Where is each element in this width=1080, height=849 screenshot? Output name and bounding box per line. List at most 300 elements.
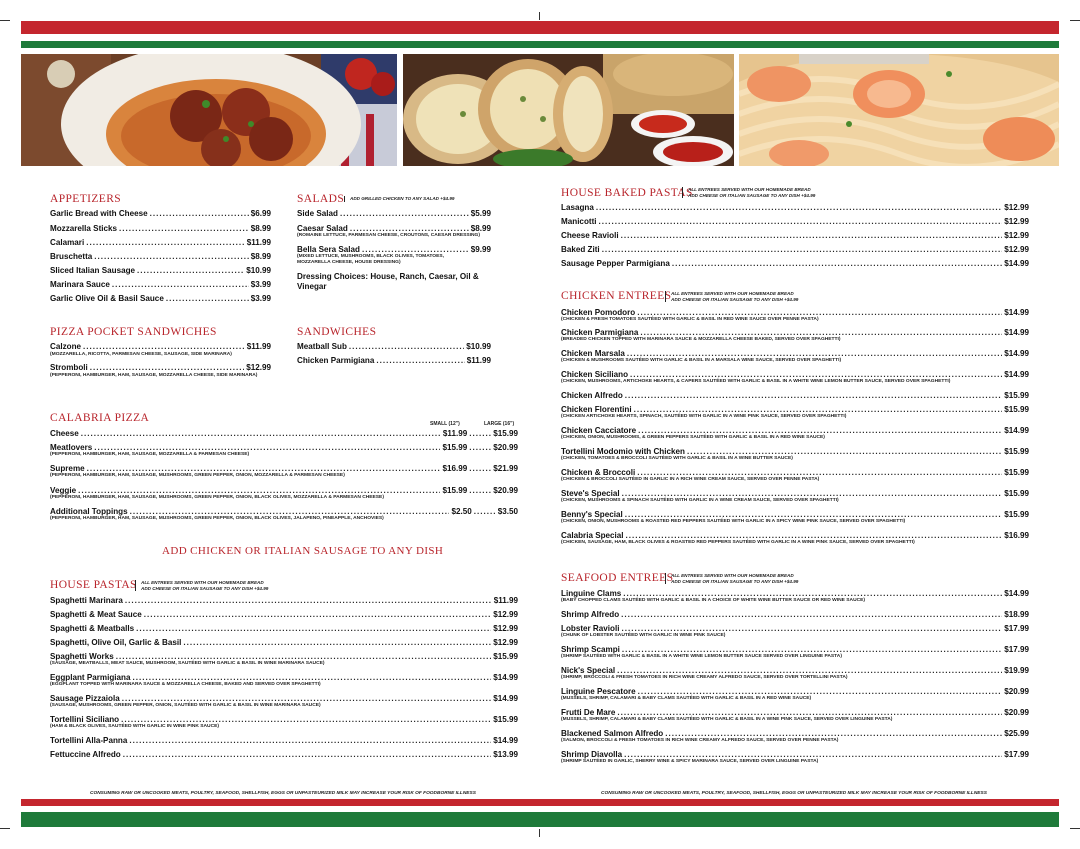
item-price: $12.99 (493, 638, 518, 647)
small-price: $2.50 (451, 507, 472, 516)
item-description: (EGGPLANT TOPPED WITH MARINARA SAUCE & MOZZARELLA CHEESE, BAKED AND SERVED OVER SPAGHETTI) (50, 682, 321, 687)
small-size-header: SMALL (12") (430, 421, 460, 427)
footer-disclaimer-right: CONSUMING RAW OR UNCOOKED MEATS, POULTRY, SEAFOOD, SHELLFISH, EGGS OR UNPASTEURIZED MILK MAY INCREASE YOUR RISK OF FOODBORNE ILLNESS (601, 791, 987, 796)
leader-dots (136, 624, 491, 633)
menu-item (297, 245, 491, 254)
item-price: $15.99 (1004, 447, 1029, 456)
menu-item (50, 715, 518, 724)
item-price: $20.99 (1004, 687, 1029, 696)
menu-item (50, 596, 518, 605)
leader-dots (83, 342, 245, 351)
leader-dots (144, 610, 491, 619)
leader-dots (621, 624, 1002, 633)
menu-item (561, 687, 1029, 696)
leader-dots (617, 666, 1002, 675)
item-description: (SHRIMP SAUTÉED WITH GARLIC & BASIL IN A WHITE WINE LEMON BUTTER SAUCE SERVED OVER LINGUINE PASTA) (561, 654, 842, 659)
item-description: (MUSSELS, SHRIMP, CALAMARI & BABY CLAMS SAUTÉED WITH GARLIC & BASIL IN A WINE PINK SAUCE, SERVED OVER LINGUINE PASTA) (561, 717, 893, 722)
leader-dots (596, 203, 1002, 212)
item-price: $12.99 (493, 610, 518, 619)
menu-item (561, 426, 1029, 435)
menu-item (561, 468, 1029, 477)
item-price: $20.99 (1004, 708, 1029, 717)
item-name: Garlic Bread with Cheese (50, 209, 148, 218)
leader-dots (116, 652, 492, 661)
item-description: (PEPPERONI, HAMBURGER, HAM, SAUSAGE, MOZZARELLA & PARMESAN CHEESE) (50, 452, 250, 457)
leader-dots (150, 209, 249, 218)
large-size-header: LARGE (16") (484, 421, 515, 427)
item-name: Linguine Clams (561, 589, 622, 598)
leader-dots (474, 507, 496, 516)
item-price: $8.99 (250, 252, 271, 261)
menu-item (297, 342, 491, 351)
item-name: Sausage Pizzaiola (50, 694, 120, 703)
item-description: (BABY CHOPPED CLAMS SAUTÉED WITH GARLIC & BASIL IN A CHOICE OF WHITE WINE BUTTER SAUCE OR RED WINE SAUCE) (561, 598, 866, 603)
menu-item (561, 231, 1029, 240)
menu-item (50, 342, 271, 351)
item-name: Chicken Parmigiana (561, 328, 639, 337)
item-name: Meatlovers (50, 443, 93, 452)
leader-dots (166, 294, 249, 303)
item-description: (MOZZARELLA, RICOTTA, PARMESAN CHEESE, SAUSAGE, SIDE MARINARA) (50, 352, 232, 357)
leader-dots (630, 370, 1002, 379)
item-price: $8.99 (470, 224, 491, 233)
item-name: Sausage Pepper Parmigiana (561, 259, 670, 268)
menu-item (561, 259, 1029, 268)
spaghetti-meatballs-photo (21, 54, 397, 166)
item-name: Baked Ziti (561, 245, 600, 254)
small-price: $15.99 (442, 486, 468, 495)
bottom-green-stripe (21, 812, 1059, 827)
item-name: Chicken Cacciatore (561, 426, 637, 435)
menu-item (561, 447, 1029, 456)
item-price: $12.99 (1004, 245, 1029, 254)
house-baked-title: HOUSE BAKED PASTAS (561, 187, 693, 199)
menu-item (561, 391, 1029, 400)
item-price: $9.99 (470, 245, 491, 254)
large-price: $3.50 (497, 507, 518, 516)
leader-dots (640, 328, 1002, 337)
item-name: Benny's Special (561, 510, 623, 519)
leader-dots (125, 596, 492, 605)
leader-dots (94, 443, 440, 452)
leader-dots (376, 356, 464, 365)
menu-item (561, 708, 1029, 717)
leader-dots (672, 259, 1002, 268)
item-description: (SALMON, BROCCOLI & FRESH TOMATOES IN RICH WINE CREAMY ALFREDO SAUCE, SERVED OVER PENNE PASTA) (561, 738, 839, 743)
item-price: $3.99 (250, 294, 271, 303)
item-name: Chicken Pomodoro (561, 308, 636, 317)
bottom-red-stripe (21, 799, 1059, 806)
item-price: $19.99 (1004, 666, 1029, 675)
item-name: Lasagna (561, 203, 594, 212)
item-name: Chicken Siciliano (561, 370, 629, 379)
item-name: Shrimp Diavolla (561, 750, 623, 759)
leader-dots (362, 245, 469, 254)
crop-mark (0, 828, 10, 829)
item-name: Additional Toppings (50, 507, 128, 516)
chicken-note (665, 291, 798, 302)
leader-dots (469, 486, 491, 495)
item-price: $16.99 (1004, 531, 1029, 540)
item-price: $14.99 (493, 673, 518, 682)
leader-dots (121, 715, 491, 724)
menu-item (50, 624, 518, 633)
item-price: $12.99 (493, 624, 518, 633)
menu-item (561, 645, 1029, 654)
item-description: (CHICKEN, TOMATOES & BROCCOLI SAUTÉED WITH GARLIC & BASIL IN A WINE BUTTER SAUCE) (561, 456, 793, 461)
note-line: ADD CHEESE OR ITALIAN SAUSAGE TO ANY DISH +$4.99 (671, 578, 799, 584)
leader-dots (623, 589, 1002, 598)
item-name: Frutti De Mare (561, 708, 616, 717)
top-red-stripe (21, 21, 1059, 34)
item-name: Linguine Pescatore (561, 687, 636, 696)
leader-dots (112, 280, 249, 289)
item-name: Cheese (50, 429, 79, 438)
leader-dots (123, 750, 491, 759)
item-description: (CHUNK OF LOBSTER SAUTÉED WITH GARLIC IN WINE PINK SAUCE) (561, 633, 726, 638)
menu-item (297, 356, 491, 365)
item-price: $15.99 (1004, 489, 1029, 498)
menu-item (50, 652, 518, 661)
item-name: Supreme (50, 464, 85, 473)
leader-dots (665, 729, 1002, 738)
item-description: (PEPPERONI, HAMBURGER, HAM, SAUSAGE, MOZZARELLA CHEESE, SIDE MARINARA) (50, 373, 258, 378)
item-name: Chicken Marsala (561, 349, 625, 358)
crop-mark (539, 829, 540, 837)
leader-dots (137, 266, 244, 275)
leader-dots (602, 245, 1003, 254)
item-price: $3.99 (250, 280, 271, 289)
leader-dots (638, 687, 1003, 696)
note-line: ADD CHEESE OR ITALIAN SAUSAGE TO ANY DISH +$4.99 (141, 585, 269, 591)
item-price: $10.99 (246, 266, 271, 275)
item-name: Veggie (50, 486, 77, 495)
menu-item (50, 363, 271, 372)
item-description: (PEPPERONI, HAMBURGER, HAM, SAUSAGE, MUSHROOMS, GREEN PEPPER, ONION, BLACK OLIVES, JALAPENO, PINEAPPLE, ANCHOVIES) (50, 516, 384, 521)
menu-item (50, 638, 518, 647)
note-line: ADD CHEESE OR ITALIAN SAUSAGE TO ANY DISH +$4.99 (688, 192, 816, 198)
calabria-pizza-title: CALABRIA PIZZA (50, 412, 150, 424)
menu-item (561, 217, 1029, 226)
item-description: (CHICKEN, ONION, MUSHROOMS, & GREEN PEPPERS SAUTÉED WITH GARLIC & BASIL IN A RED WINE SAUCE) (561, 435, 825, 440)
item-price: $10.99 (466, 342, 491, 351)
leader-dots (94, 252, 248, 261)
item-price: $17.99 (1004, 645, 1029, 654)
item-name: Shrimp Scampi (561, 645, 620, 654)
item-name: Marinara Sauce (50, 280, 110, 289)
menu-item (297, 209, 491, 218)
menu-item (50, 252, 271, 261)
footer-disclaimer-left: CONSUMING RAW OR UNCOOKED MEATS, POULTRY, SEAFOOD, SHELLFISH, EGGS OR UNPASTEURIZED MILK MAY INCREASE YOUR RISK OF FOODBORNE ILLNESS (90, 791, 476, 796)
leader-dots (119, 224, 249, 233)
item-price: $13.99 (493, 750, 518, 759)
item-description: (BREADED CHICKEN TOPPED WITH MARINARA SAUCE & MOZZARELLA CHEESE BAKED, SERVED OVER SPAGHETTI) (561, 337, 841, 342)
item-name: Shrimp Alfredo (561, 610, 620, 619)
menu-item (50, 694, 518, 703)
item-name: Lobster Ravioli (561, 624, 620, 633)
item-price: $6.99 (250, 209, 271, 218)
item-description: (MIXED LETTUCE, MUSHROOMS, BLACK OLIVES, TOMATOES, (297, 254, 444, 259)
item-price: $12.99 (246, 363, 271, 372)
menu-item (561, 750, 1029, 759)
appetizers-title: APPETIZERS (50, 193, 122, 205)
leader-dots (130, 507, 450, 516)
salads-title: SALADS (297, 193, 345, 205)
item-description: (PEPPERONI, HAMBURGER, HAM, SAUSAGE, MUSHROOMS, GREEN PEPPER, ONION, MOZZARELLA & PARMESAN CHEESE) (50, 473, 345, 478)
item-name: Spaghetti Works (50, 652, 114, 661)
pizza-row (50, 507, 518, 516)
menu-item (50, 224, 271, 233)
item-description: (CHICKEN, ONION, MUSHROOMS & ROASTED RED PEPPERS SAUTÉED WITH GARLIC IN A SPICY WINE PINK SAUCE, SERVED OVER SPAGHETTI) (561, 519, 906, 524)
menu-item (561, 245, 1029, 254)
item-description: (CHICKEN & MUSHROOMS SAUTÉED WITH GARLIC & BASIL IN A MARSALA WINE SAUCE, SERVED OVER SPAGHETTI) (561, 358, 842, 363)
leader-dots (627, 349, 1002, 358)
leader-dots (183, 638, 491, 647)
item-price: $14.99 (1004, 370, 1029, 379)
item-description: (CHICKEN, SAUSAGE, HAM, BLACK OLIVES & ROASTED RED PEPPERS SAUTÉED WITH GARLIC IN A WINE PINK SAUCE, SERVED OVER SPAGHETTI) (561, 540, 915, 545)
item-price: $14.99 (493, 736, 518, 745)
item-price: $15.99 (1004, 510, 1029, 519)
item-price: $17.99 (1004, 750, 1029, 759)
leader-dots (624, 750, 1002, 759)
menu-item (50, 209, 271, 218)
menu-item (561, 610, 1029, 619)
note-line: ADD CHEESE OR ITALIAN SAUSAGE TO ANY DISH +$4.99 (671, 296, 799, 302)
item-price: $15.99 (1004, 391, 1029, 400)
menu-item (50, 280, 271, 289)
menu-item (50, 238, 271, 247)
crop-mark (539, 12, 540, 20)
menu-item (561, 589, 1029, 598)
item-name: Spaghetti & Meat Sauce (50, 610, 142, 619)
leader-dots (622, 489, 1003, 498)
leader-dots (469, 429, 491, 438)
item-name: Calabria Special (561, 531, 624, 540)
leader-dots (349, 342, 464, 351)
item-name: Steve's Special (561, 489, 620, 498)
leader-dots (469, 443, 491, 452)
leader-dots (350, 224, 469, 233)
leader-dots (133, 673, 492, 682)
item-name: Garlic Olive Oil & Basil Sauce (50, 294, 164, 303)
item-description: (HAM & BLACK OLIVES, SAUTÉED WITH GARLIC IN WINE PINK SAUCE) (50, 724, 219, 729)
pizza-row (50, 464, 518, 473)
house-pastas-note (135, 580, 268, 591)
house-pastas-title: HOUSE PASTAS (50, 579, 137, 591)
item-name: Tortellini Modomio with Chicken (561, 447, 685, 456)
item-description: (SHRIMP SAUTÉED IN GARLIC, SHERRY WINE & SPICY MARINARA SAUCE, SERVED OVER LINGUINE PASTA) (561, 759, 819, 764)
crop-mark (1070, 20, 1080, 21)
leader-dots (687, 447, 1002, 456)
note-line: ALL ENTREES SERVED WITH OUR HOMEMADE BREAD (688, 187, 811, 192)
item-name: Caesar Salad (297, 224, 348, 233)
item-description: (CHICKEN & BROCCOLI SAUTÉED IN GARLIC IN A RICH WINE CREAM SAUCE, SERVED OVER PENNE PASTA) (561, 477, 820, 482)
item-price: $11.99 (493, 596, 518, 605)
item-description: MOZZARELLA CHEESE, HOUSE DRESSING) (297, 260, 401, 265)
shrimp-pasta-photo (739, 54, 1059, 166)
item-name: Nick's Special (561, 666, 616, 675)
item-name: Cheese Ravioli (561, 231, 619, 240)
leader-dots (634, 405, 1003, 414)
small-price: $11.99 (442, 429, 468, 438)
item-price: $12.99 (1004, 231, 1029, 240)
seafood-entrees-title: SEAFOOD ENTREES (561, 572, 674, 584)
menu-item (50, 610, 518, 619)
add-chicken-banner: ADD CHICKEN OR ITALIAN SAUSAGE TO ANY DISH (162, 545, 444, 557)
note-line: ALL ENTREES SERVED WITH OUR HOMEMADE BREAD (671, 291, 794, 296)
item-name: Calzone (50, 342, 82, 351)
menu-item (561, 531, 1029, 540)
leader-dots (625, 510, 1002, 519)
item-price: $18.99 (1004, 610, 1029, 619)
small-price: $15.99 (442, 443, 468, 452)
leader-dots (625, 391, 1002, 400)
leader-dots (129, 736, 491, 745)
large-price: $20.99 (493, 443, 518, 452)
item-name: Manicotti (561, 217, 597, 226)
leader-dots (81, 429, 441, 438)
leader-dots (622, 645, 1002, 654)
item-price: $17.99 (1004, 624, 1029, 633)
item-price: $11.99 (246, 238, 271, 247)
menu-item (50, 750, 518, 759)
item-price: $25.99 (1004, 729, 1029, 738)
item-price: $14.99 (1004, 328, 1029, 337)
item-name: Eggplant Parmigiana (50, 673, 131, 682)
menu-item (561, 370, 1029, 379)
leader-dots (90, 363, 244, 372)
item-price: $11.99 (246, 342, 271, 351)
item-price: $5.99 (470, 209, 491, 218)
item-name: Tortellini Siciliano (50, 715, 120, 724)
item-name: Blackened Salmon Alfredo (561, 729, 664, 738)
house-baked-note (682, 187, 815, 198)
item-name: Bella Sera Salad (297, 245, 360, 254)
menu-item (561, 510, 1029, 519)
note-line: ALL ENTREES SERVED WITH OUR HOMEMADE BREAD (671, 573, 794, 578)
item-description: (SAUSAGE, MEATBALLS, MEAT SAUCE, MUSHROOM, SAUTÉED WITH GARLIC & BASIL IN WINE MARINARA SAUCE) (50, 661, 325, 666)
pizza-row (50, 429, 518, 438)
item-price: $11.99 (466, 356, 491, 365)
item-name: Chicken & Broccoli (561, 468, 636, 477)
item-description: (SAUSAGE, MUSHROOMS, GREEN PEPPER, ONION, SAUTÉED WITH GARLIC & BASIL IN WINE MARINARA SAUCE) (50, 703, 321, 708)
seafood-note (665, 573, 798, 584)
item-price: $12.99 (1004, 203, 1029, 212)
item-name: Chicken Florentini (561, 405, 632, 414)
large-price: $21.99 (493, 464, 518, 473)
item-name: Chicken Alfredo (561, 391, 623, 400)
item-price: $14.99 (1004, 308, 1029, 317)
menu-item (297, 224, 491, 233)
top-green-stripe (21, 41, 1059, 48)
item-name: Spaghetti, Olive Oil, Garlic & Basil (50, 638, 182, 647)
leader-dots (469, 464, 491, 473)
leader-dots (86, 238, 244, 247)
leader-dots (637, 468, 1002, 477)
item-description: (MUSSELS, SHRIMP, CALAMARI & BABY CLAMS SAUTÉED WITH GARLIC & BASIL IN A RED WINE SAUCE) (561, 696, 812, 701)
pizza-pocket-title: PIZZA POCKET SANDWICHES (50, 326, 217, 338)
item-price: $15.99 (1004, 468, 1029, 477)
salads-note: ADD GRILLED CHICKEN TO ANY SALAD +$4.99 (344, 196, 454, 202)
menu-item (561, 405, 1029, 414)
pizza-row (50, 486, 518, 495)
large-price: $20.99 (493, 486, 518, 495)
item-description: (CHICKEN & FRESH TOMATOES SAUTÉED WITH GARLIC & BASIL IN RED WINE SAUCE OVER PENNE PASTA) (561, 317, 819, 322)
crop-mark (0, 20, 10, 21)
item-name: Calamari (50, 238, 85, 247)
item-price: $15.99 (1004, 405, 1029, 414)
item-price: $15.99 (493, 652, 518, 661)
item-description: (ROMAINE LETTUCE, PARMESAN CHEESE, CROUTONS, CAESAR DRESSING) (297, 233, 480, 238)
menu-item (50, 736, 518, 745)
item-description: (CHICKEN, MUSHROOMS & SPINACH SAUTÉED WITH GARLIC IN A WINE CREAM SAUCE, SERVED OVER SPAGHETTI) (561, 498, 839, 503)
dressing-choices: Dressing Choices: House, Ranch, Caesar, Oil & Vinegar (297, 272, 479, 291)
item-description: (PEPPERONI, HAMBURGER, HAM, SAUSAGE, MUSHROOMS, GREEN PEPPER, ONION, BLACK OLIVES, MOZZARELLA & PARMESAN CHEESE) (50, 495, 384, 500)
menu-item (50, 294, 271, 303)
item-price: $14.99 (1004, 349, 1029, 358)
leader-dots (122, 694, 492, 703)
item-price: $8.99 (250, 224, 271, 233)
item-name: Fettuccine Alfredo (50, 750, 121, 759)
small-price: $16.99 (442, 464, 468, 473)
menu-item (561, 328, 1029, 337)
large-price: $15.99 (493, 429, 518, 438)
sandwiches-title: SANDWICHES (297, 326, 377, 338)
leader-dots (78, 486, 440, 495)
item-name: Mozzarella Sticks (50, 224, 118, 233)
item-price: $15.99 (493, 715, 518, 724)
item-name: Chicken Parmigiana (297, 356, 375, 365)
item-name: Spaghetti & Meatballs (50, 624, 135, 633)
item-price: $12.99 (1004, 217, 1029, 226)
leader-dots (638, 426, 1002, 435)
note-line: ALL ENTREES SERVED WITH OUR HOMEMADE BREAD (141, 580, 264, 585)
item-price: $14.99 (1004, 589, 1029, 598)
menu-item (561, 203, 1029, 212)
menu-item (561, 729, 1029, 738)
menu-item (50, 673, 518, 682)
menu-item (561, 489, 1029, 498)
leader-dots (637, 308, 1002, 317)
item-price: $14.99 (493, 694, 518, 703)
menu-item (50, 266, 271, 275)
item-name: Stromboli (50, 363, 88, 372)
menu-item (561, 666, 1029, 675)
item-description: (SHRIMP, BROCCOLI & FRESH TOMATOES IN RICH WINE CREAMY ALFREDO SAUCE, SERVED OVER TORTELLINI PASTA) (561, 675, 848, 680)
item-description: (CHICKEN, MUSHROOMS, ARTICHOKE HEARTS, & CAPERS SAUTÉED WITH GARLIC & BASIL IN A WHITE WINE LEMON BUTTER SAUCE, SERVED OVER SPAGHETTI) (561, 379, 951, 384)
chicken-entrees-title: CHICKEN ENTREES (561, 290, 672, 302)
item-name: Spaghetti Marinara (50, 596, 123, 605)
leader-dots (599, 217, 1003, 226)
item-name: Tortellini Alla-Panna (50, 736, 128, 745)
leader-dots (621, 231, 1003, 240)
item-price: $14.99 (1004, 259, 1029, 268)
item-name: Side Salad (297, 209, 338, 218)
item-name: Bruschetta (50, 252, 93, 261)
leader-dots (626, 531, 1003, 540)
item-description: (CHICKEN ARTICHOKE HEARTS, SPINACH, SAUTÉED WITH GARLIC IN A WINE PINK SAUCE, SERVED OVER SPAGHETTI) (561, 414, 847, 419)
leader-dots (340, 209, 469, 218)
item-name: Meatball Sub (297, 342, 347, 351)
pizza-row (50, 443, 518, 452)
garlic-bread-photo (403, 54, 734, 166)
menu-item (561, 624, 1029, 633)
menu-item (561, 349, 1029, 358)
crop-mark (1070, 828, 1080, 829)
item-price: $14.99 (1004, 426, 1029, 435)
leader-dots (621, 610, 1002, 619)
leader-dots (617, 708, 1002, 717)
